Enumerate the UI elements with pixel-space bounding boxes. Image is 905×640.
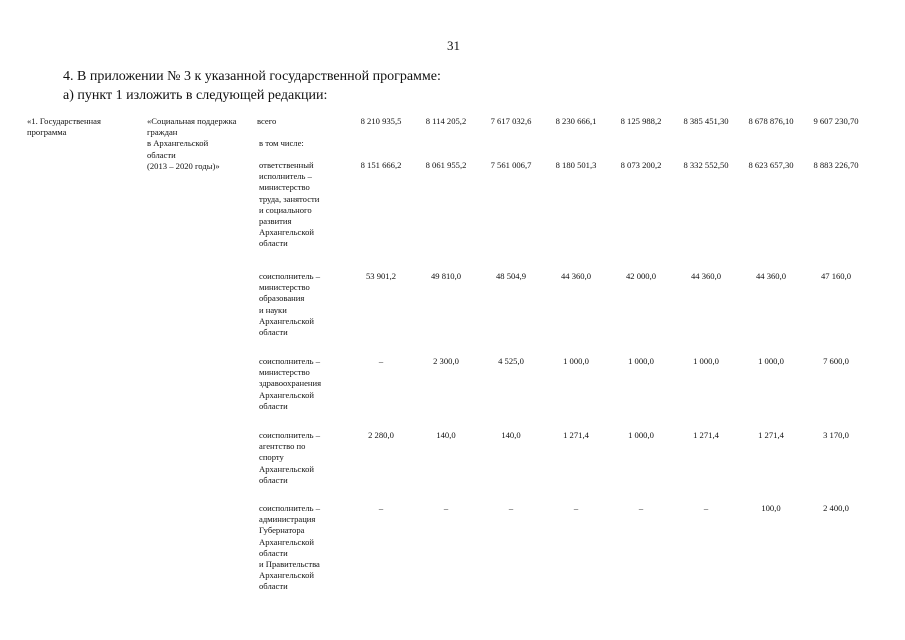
funding-value-cell: 44 360,0 xyxy=(690,271,722,281)
funding-value-cell: 2 280,0 xyxy=(368,430,394,440)
funding-value-cell: 48 504,9 xyxy=(495,271,527,281)
funding-value-cell: 8 114 205,2 xyxy=(425,116,467,126)
funding-value-cell: 53 901,2 xyxy=(365,271,397,281)
funding-value-cell: 8 151 666,2 xyxy=(360,160,402,170)
cell-line: соисполнитель – xyxy=(259,503,321,513)
funding-value-cell: 140,0 xyxy=(436,430,456,440)
cell-line: министерство xyxy=(259,282,310,293)
funding-value-cell: 1 271,4 xyxy=(563,430,589,440)
funding-value-cell: 47 160,0 xyxy=(820,271,852,281)
cell-line: Губернатора xyxy=(259,525,305,536)
executor-label xyxy=(259,503,320,593)
executor-label xyxy=(259,271,320,338)
cell-line: и Правительства xyxy=(259,559,320,570)
funding-value-cell: 7 600,0 xyxy=(823,356,849,366)
funding-value-cell: 8 061 955,2 xyxy=(425,160,467,170)
cell-line: соисполнитель – xyxy=(259,271,321,281)
executor-label xyxy=(259,160,319,250)
funding-value-cell: 4 525,0 xyxy=(498,356,524,366)
cell-line: здравоохранения xyxy=(259,378,322,389)
funding-value-cell: 1 000,0 xyxy=(628,430,654,440)
page-number: 31 xyxy=(447,38,460,53)
cell-line: области xyxy=(259,474,288,485)
funding-value-cell: 44 360,0 xyxy=(755,271,787,281)
cell-line: всего xyxy=(257,116,277,126)
cell-line: администрация xyxy=(259,514,316,525)
program-number-cell xyxy=(27,116,101,138)
funding-value-cell: – xyxy=(378,503,384,513)
cell-line: Архангельской xyxy=(259,463,314,474)
cell-line: Архангельской xyxy=(259,315,314,326)
funding-value-cell: – xyxy=(378,356,384,366)
cell-line: труда, занятости xyxy=(259,193,320,204)
funding-value-cell: 8 210 935,5 xyxy=(360,116,402,126)
funding-value-cell: 140,0 xyxy=(501,430,521,440)
cell-line: области xyxy=(259,327,288,338)
executor-label xyxy=(259,356,321,412)
cell-line: области xyxy=(259,238,288,249)
funding-value-cell: 42 000,0 xyxy=(625,271,657,281)
funding-value-cell: – xyxy=(443,503,449,513)
instruction-subheading: а) пункт 1 изложить в следующей редакции: xyxy=(63,88,328,103)
executor-label xyxy=(259,138,304,149)
funding-value-cell: 7 617 032,6 xyxy=(490,116,532,126)
cell-line: области xyxy=(259,547,288,558)
funding-value-cell: 8 678 876,10 xyxy=(748,116,794,126)
cell-line: и науки xyxy=(259,304,287,315)
cell-line: ответственный xyxy=(259,160,314,170)
cell-line: спорту xyxy=(259,452,284,463)
cell-line: соисполнитель – xyxy=(259,430,321,440)
cell-line: «1. Государственная xyxy=(27,116,101,126)
cell-line: области xyxy=(259,400,288,411)
cell-line: развития xyxy=(259,216,292,227)
funding-value-cell: 8 073 200,2 xyxy=(620,160,662,170)
cell-line: образования xyxy=(259,293,305,304)
funding-value-cell: 1 000,0 xyxy=(758,356,784,366)
cell-line: Архангельской xyxy=(259,227,314,238)
funding-value-cell: – xyxy=(638,503,644,513)
cell-line: «Социальная поддержка xyxy=(147,116,237,126)
funding-value-cell: 8 125 988,2 xyxy=(620,116,662,126)
funding-value-cell: 8 180 501,3 xyxy=(555,160,597,170)
funding-value-cell: 3 170,0 xyxy=(823,430,849,440)
funding-value-cell: – xyxy=(508,503,514,513)
cell-line: Архангельской xyxy=(259,389,314,400)
funding-value-cell: 49 810,0 xyxy=(430,271,462,281)
cell-line: министерство xyxy=(259,367,310,378)
funding-value-cell: 44 360,0 xyxy=(560,271,592,281)
cell-line: граждан xyxy=(147,127,178,138)
cell-line: в Архангельской xyxy=(147,138,209,149)
cell-line: агентство по xyxy=(259,441,306,452)
funding-value-cell: 1 000,0 xyxy=(628,356,654,366)
cell-line: программа xyxy=(27,127,67,138)
funding-value-cell: – xyxy=(703,503,709,513)
cell-line: соисполнитель – xyxy=(259,356,321,366)
cell-line: в том числе: xyxy=(259,138,304,148)
funding-value-cell: 2 300,0 xyxy=(433,356,459,366)
funding-value-cell: 8 385 451,30 xyxy=(683,116,729,126)
cell-line: Архангельской xyxy=(259,536,314,547)
cell-line: области xyxy=(147,149,176,160)
cell-line: исполнитель – xyxy=(259,171,312,182)
funding-value-cell: – xyxy=(573,503,579,513)
instruction-heading: 4. В приложении № 3 к указанной государственной программе: xyxy=(63,69,441,84)
funding-value-cell: 1 271,4 xyxy=(758,430,784,440)
funding-value-cell: 8 332 552,50 xyxy=(683,160,729,170)
cell-line: Архангельской xyxy=(259,570,314,581)
cell-line: области xyxy=(259,581,288,592)
funding-value-cell: 8 230 666,1 xyxy=(555,116,597,126)
cell-line: (2013 – 2020 годы)» xyxy=(147,160,220,171)
funding-value-cell: 9 607 230,70 xyxy=(813,116,859,126)
funding-value-cell: 8 883 226,70 xyxy=(813,160,859,170)
executor-label xyxy=(259,430,320,486)
cell-line: и социального xyxy=(259,204,312,215)
funding-value-cell: 1 000,0 xyxy=(693,356,719,366)
funding-value-cell: 7 561 006,7 xyxy=(490,160,532,170)
executor-label xyxy=(257,116,276,127)
program-name-cell xyxy=(147,116,236,172)
funding-value-cell: 100,0 xyxy=(761,503,781,513)
funding-value-cell: 8 623 657,30 xyxy=(748,160,794,170)
funding-value-cell: 1 000,0 xyxy=(563,356,589,366)
cell-line: министерство xyxy=(259,182,310,193)
funding-value-cell: 2 400,0 xyxy=(823,503,849,513)
funding-value-cell: 1 271,4 xyxy=(693,430,719,440)
